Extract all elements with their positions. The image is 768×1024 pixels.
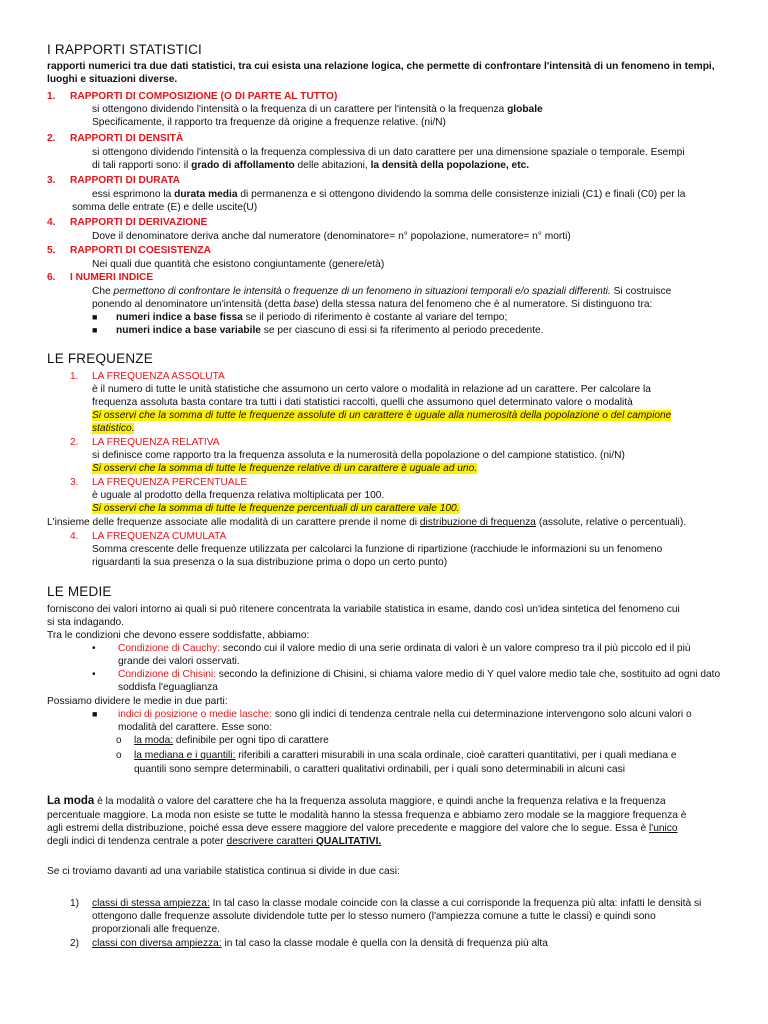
circle-bullet-icon: o [116, 750, 122, 761]
moda-text: Se ci troviamo davanti ad una variabile statistica continua si divide in due casi: [47, 866, 400, 877]
section-title-frequenze: LE FREQUENZE [47, 351, 153, 366]
highlighted-note: Si osservi che la somma di tutte le frequenze relative di un carattere è uguale ad uno. [92, 463, 478, 474]
item-heading: LA FREQUENZA RELATIVA [92, 437, 220, 448]
rapporti-intro-1: rapporti numerici tra due dati statistici, tra cui esista una relazione logica, che permette di confrontare l'intensità di un fenomeno in tempi, [47, 61, 715, 72]
bullet-icon: ■ [92, 709, 98, 719]
class-case-text: classi di stessa ampiezza: In tal caso la classe modale coincide con la classe a cui corrisponde la frequenza più alta: infatti le densità si [92, 898, 702, 909]
item-number: 3. [70, 477, 79, 488]
class-case-text: proporzionali alle frequenze. [92, 924, 220, 935]
bullet-icon: ■ [92, 325, 98, 335]
item-number: 3. [47, 175, 56, 186]
condition-text: grande dei valori osservati. [118, 656, 240, 667]
item-text: Specificamente, il rapporto tra frequenze dà origine a frequenze relative. (ni/N) [92, 117, 446, 128]
indici-posizione-text: indici di posizione o medie lasche: sono gli indici di tendenza centrale nella cui determinazione intervengono solo alcuni valori o [118, 709, 692, 720]
indici-posizione-text: modalità del carattere. Esse sono: [118, 722, 273, 733]
item-text: Somma crescente delle frequenze utilizzata per calcolarci la funzione di ripartizione (racchiude le informazioni su un fenomeno [92, 544, 663, 555]
bullet-text: numeri indice a base variabile se per ciascuno di essi si fa riferimento al periodo precedente. [116, 325, 544, 336]
medie-text: si sta indagando. [47, 617, 125, 628]
item-number: 2. [70, 437, 79, 448]
item-text: è il numero di tutte le unità statistiche che assumono un certo valore o modalità in relazione ad un carattere. Per calcolare la [92, 384, 651, 395]
item-number: 1. [47, 91, 56, 102]
item-text: riguardanti la sua presenza o la sua distribuzione prima o dopo un certo punto) [92, 557, 448, 568]
item-heading: RAPPORTI DI DENSITÀ [70, 133, 184, 144]
class-case-text: ottengono dalle frequenze assolute dividendole tutte per lo stesso numero (l'ampiezza comune a tutte le classi) e quindi sono [92, 911, 656, 922]
condition-text: soddisfa l'eguaglianza [118, 682, 218, 693]
bullet-text: numeri indice a base fissa se il periodo di riferimento è costante al variare del tempo; [116, 312, 508, 323]
item-text: è uguale al prodotto della frequenza relativa moltiplicata per 100. [92, 490, 385, 501]
item-heading: RAPPORTI DI DERIVAZIONE [70, 217, 208, 228]
item-heading: LA FREQUENZA PERCENTUALE [92, 477, 248, 488]
bullet-icon: • [92, 643, 96, 654]
item-number: 4. [47, 217, 56, 228]
item-text: ponendo al denominatore un'intensità (detta base) della stessa natura del fenomeno che è al numeratore. Si distinguono tra: [92, 299, 653, 310]
item-text: di tali rapporti sono: il grado di affollamento delle abitazioni, la densità della popolazione, etc. [92, 160, 530, 171]
bullet-icon: • [92, 669, 96, 680]
item-text: si ottengono dividendo l'intensità o la frequenza di un carattere per l'intensità o la frequenza globale [92, 104, 543, 115]
highlighted-note: Si osservi che la somma di tutte le frequenze assolute di un carattere è uguale alla numerosità della popolazione o del campione [92, 410, 672, 421]
moda-text: La moda è la modalità o valore del carattere che ha la frequenza assoluta maggiore, e quindi anche la frequenza relativa e la frequenza [47, 795, 666, 807]
condition-chisini: Condizione di Chisini: secondo la definizione di Chisini, si chiama valore medio di Y quel valore medio tale che, sostituito ad ogni dato [118, 669, 721, 680]
medie-text: Tra le condizioni che devono essere soddisfatte, abbiamo: [47, 630, 310, 641]
item-text: frequenza assoluta basta contare tra tutti i dati statistici raccolti, quelli che assumono quel determinato valore o modalità [92, 397, 633, 408]
moda-text: percentuale maggiore. La moda non esiste se tutte le modalità hanno la stessa frequenza e abbiamo zero modale se la maggiore frequenza è [47, 810, 687, 821]
medie-text: Possiamo dividere le medie in due parti: [47, 696, 228, 707]
moda-text: degli indici di tendenza centrale a poter descrivere caratteri QUALITATIVI. [47, 836, 382, 847]
distribuzione-text: L'insieme delle frequenze associate alle modalità di un carattere prende il nome di distribuzione di frequenza (assolute, relative o percentuali). [47, 517, 687, 528]
item-number: 1) [70, 898, 80, 909]
item-text: Nei quali due quantità che esistono congiuntamente (genere/età) [92, 259, 385, 270]
sub-item-mediana: la mediana e i quantili: riferibili a caratteri misurabili in una scala ordinale, cioè caratteri quantitativi, per i quali mediana e [134, 750, 677, 761]
condition-cauchy: Condizione di Cauchy: secondo cui il valore medio di una serie ordinata di valori è un valore compreso tra il più piccolo ed il più [118, 643, 691, 654]
circle-bullet-icon: o [116, 735, 122, 746]
item-text: Che permettono di confrontare le intensità o frequenze di un fenomeno in situazioni temporali e/o spaziali differenti. Si costruisce [92, 286, 672, 297]
rapporti-intro-2: luoghi e situazioni diverse. [47, 74, 178, 85]
item-heading: I NUMERI INDICE [70, 272, 154, 283]
item-heading: RAPPORTI DI DURATA [70, 175, 180, 186]
item-heading: LA FREQUENZA CUMULATA [92, 531, 227, 542]
section-title-medie: LE MEDIE [47, 584, 112, 599]
item-heading: RAPPORTI DI COESISTENZA [70, 245, 211, 256]
item-number: 2) [70, 938, 80, 949]
item-heading: LA FREQUENZA ASSOLUTA [92, 371, 225, 382]
item-number: 4. [70, 531, 79, 542]
class-case-text: classi con diversa ampiezza: in tal caso la classe modale è quella con la densità di frequenza più alta [92, 938, 548, 949]
item-number: 2. [47, 133, 56, 144]
highlighted-note: Si osservi che la somma di tutte le frequenze percentuali di un carattere vale 100. [92, 503, 460, 514]
item-text: si definisce come rapporto tra la frequenza assoluta e la numerosità della popolazione o del campione statistico. (ni/N) [92, 450, 625, 461]
item-text: essi esprimono la durata media di permanenza e si ottengono dividendo la somma delle consistenze iniziali (C1) e finali (C0) per la [92, 189, 686, 200]
bullet-icon: ■ [92, 312, 98, 322]
moda-text: agli estremi della distribuzione, poiché essa deve essere maggiore del valore precedente e maggiore del valore che lo segue. Essa è l'unico [47, 823, 678, 834]
sub-item-mediana: quantili sono sempre determinabili, o caratteri qualitativi ordinabili, per i quali sono determinabili in alcuni casi [134, 764, 625, 775]
section-title-rapporti: I RAPPORTI STATISTICI [47, 42, 202, 57]
item-text: si ottengono dividendo l'intensità o la frequenza complessiva di un dato carattere per una dimensione spaziale o temporale. Esempi [92, 147, 685, 158]
highlighted-note: statistico. [92, 423, 135, 434]
item-heading: RAPPORTI DI COMPOSIZIONE (O DI PARTE AL TUTTO) [70, 91, 338, 102]
medie-text: forniscono dei valori intorno ai quali si può ritenere concentrata la variabile statistica in esame, dando così un'idea sintetica del fenomeno cui [47, 604, 680, 615]
item-number: 5. [47, 245, 56, 256]
item-text: somma delle entrate (E) e delle uscite(U) [72, 202, 258, 213]
item-number: 1. [70, 371, 79, 382]
sub-item-moda: la moda: definibile per ogni tipo di carattere [134, 735, 329, 746]
item-number: 6. [47, 272, 56, 283]
item-text: Dove il denominatore deriva anche dal numeratore (denominatore= n° popolazione, numeratore= n° morti) [92, 231, 571, 242]
